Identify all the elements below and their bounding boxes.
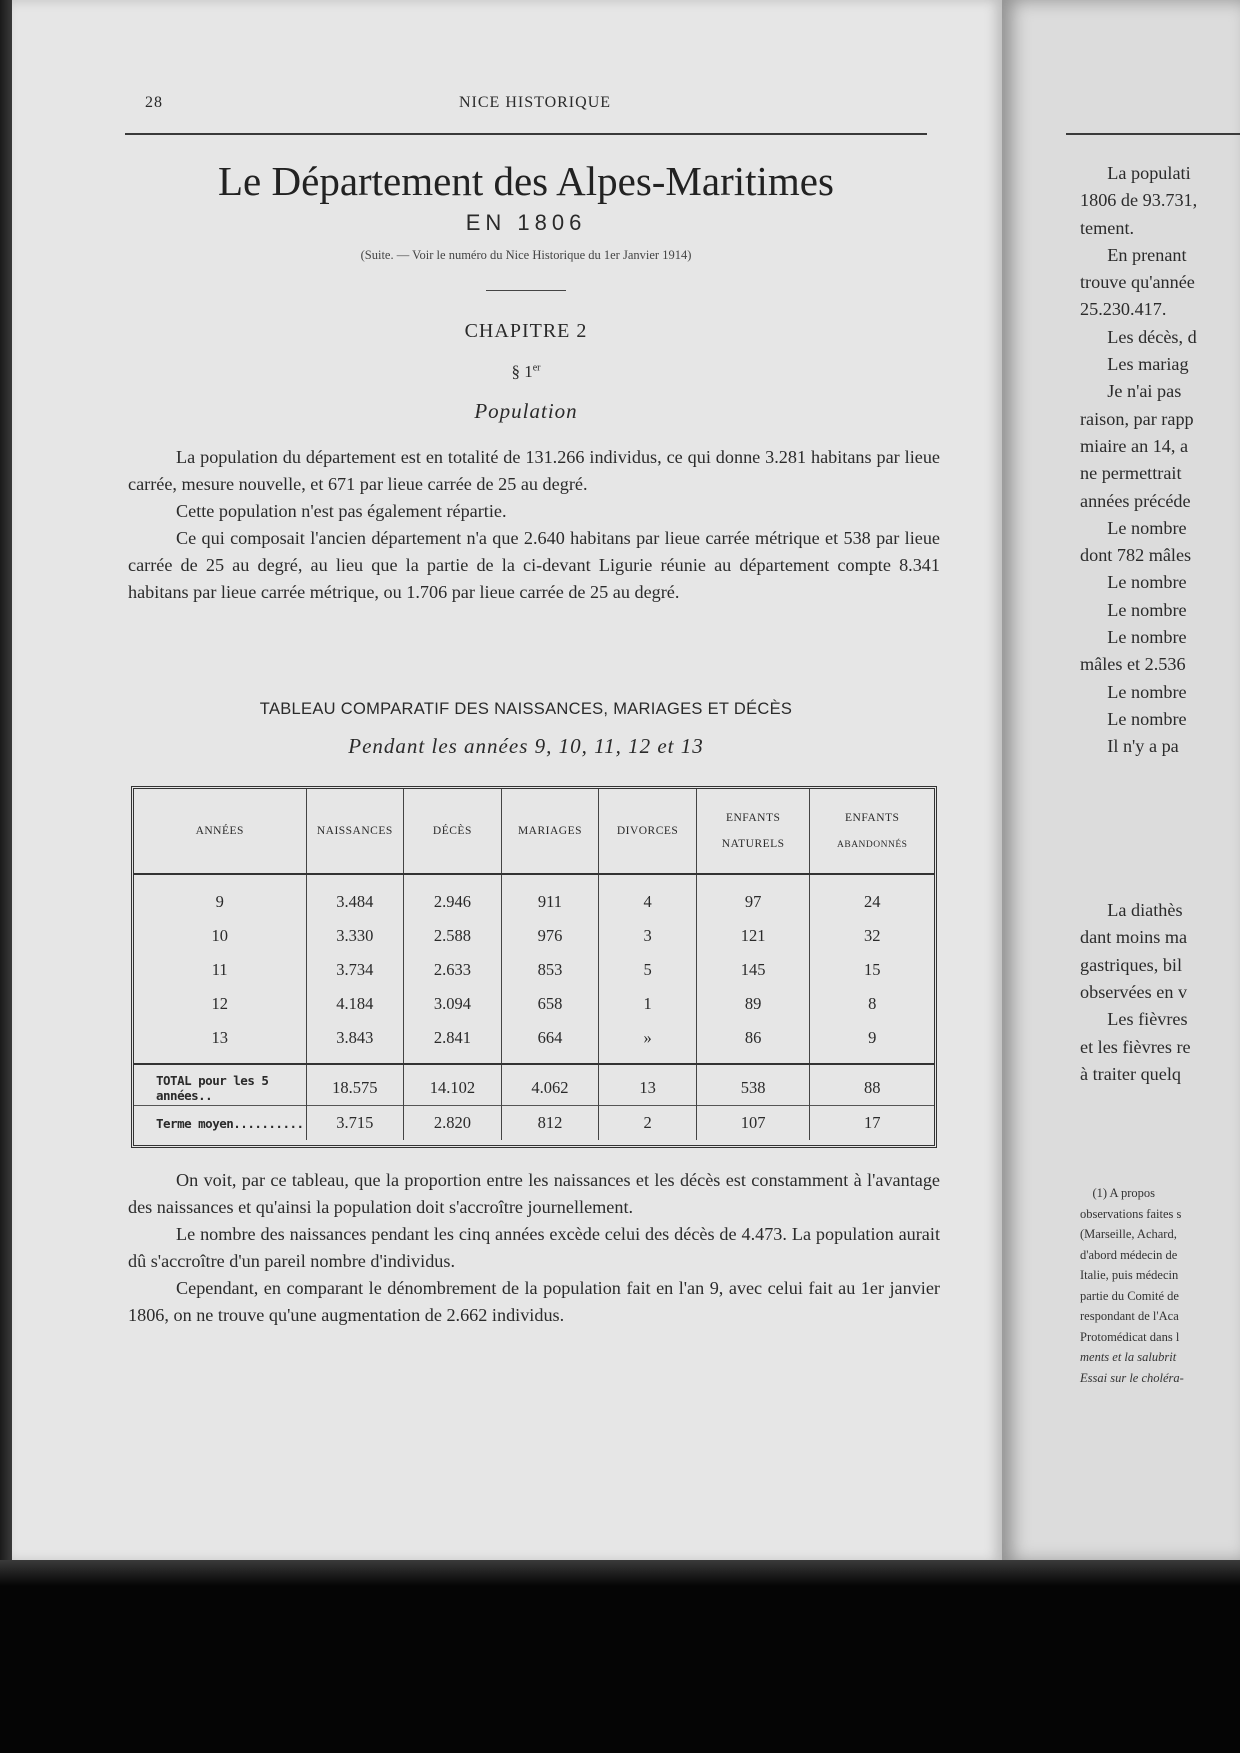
table-row (134, 1021, 934, 1064)
col-naissances: NAISSANCES (306, 789, 404, 874)
cell-annee: 10 (211, 926, 228, 945)
cell-naturels: 89 (696, 987, 810, 1021)
chapter-heading: CHAPITRE 2 (464, 320, 588, 342)
footnote-line: partie du Comité de (1080, 1288, 1179, 1303)
cell-abandonnes: 9 (810, 1021, 934, 1064)
cell-abandonnes: 24 (810, 874, 934, 919)
right-page-partial (1002, 0, 1240, 1562)
text-line (1080, 788, 1197, 815)
cell-divorces: 3 (599, 919, 697, 953)
cell-deces: 2.820 (404, 1106, 502, 1141)
total-label: TOTAL pour les 5 années.. (134, 1064, 306, 1106)
col-annees: ANNÉES (134, 789, 306, 874)
text-line: mâles et 2.536 (1080, 654, 1186, 675)
col-label: NATURELS (721, 838, 785, 850)
cell-naturels: 538 (696, 1064, 810, 1106)
footnote-line: (Marseille, Achard, (1080, 1227, 1177, 1241)
table-average-row (134, 1106, 934, 1141)
cell-divorces: 4 (599, 874, 697, 919)
paragraph: Cependant, en comparant le dénombrement de la population fait en l'an 9, avec celui fait au 1er janvier 1806, on ne trouve qu'une augmentation de 2.662 individus. (128, 1278, 940, 1325)
average-label: Terme moyen.......... (134, 1106, 306, 1141)
text-line: observées en v (1080, 981, 1188, 1002)
right-header-rule (1066, 133, 1240, 135)
text-line: 25.230.417. (1080, 299, 1167, 320)
article-title: Le Département des Alpes-Maritimes (218, 158, 834, 204)
cell-mariages: 664 (501, 1021, 599, 1064)
footnote-line: Italie, puis médecin (1080, 1268, 1179, 1282)
cell-deces: 2.633 (404, 953, 502, 987)
conclusion-text (128, 1167, 940, 1329)
page-number: 28 (145, 94, 163, 111)
cell-mariages: 812 (501, 1106, 599, 1141)
table-row (134, 953, 934, 987)
section-title: Population (474, 399, 578, 423)
cell-naissances: 4.184 (306, 987, 404, 1021)
footnote-line: d'abord médecin de (1080, 1247, 1178, 1262)
paragraph: Le nombre des naissances pendant les cinq années excède celui des décès de 4.473. La population aurait dû s'accroître d'un pareil nombre d'individus. (128, 1224, 940, 1271)
suite-note: (Suite. — Voir le numéro du Nice Historique du 1er Janvier 1914) (360, 248, 692, 262)
text-line: tement. (1080, 217, 1135, 238)
cell-naissances: 3.715 (306, 1106, 404, 1141)
footnote-line: respondant de l'Aca (1080, 1309, 1179, 1323)
col-enfants-naturels (696, 789, 810, 874)
cell-naturels: 121 (696, 919, 810, 953)
table-total-row (134, 1064, 934, 1106)
section-sign: § 1 (511, 362, 533, 381)
cell-deces: 3.094 (404, 987, 502, 1021)
col-divorces: DIVORCES (599, 789, 697, 874)
stats-table-frame (131, 786, 937, 1148)
col-enfants-abandonnes (810, 789, 934, 874)
paragraph: On voit, par ce tableau, que la proportion entre les naissances et les décès est constamment à l'avantage des naissances et qu'ainsi la population doit s'accroître journellement. (128, 1170, 940, 1217)
cell-divorces: » (599, 1021, 697, 1064)
right-page-footnotes (1080, 1183, 1184, 1388)
scan-bottom-band (0, 1560, 1240, 1753)
cell-mariages: 658 (501, 987, 599, 1021)
cell-divorces: 2 (599, 1106, 697, 1141)
cell-deces: 2.588 (404, 919, 502, 953)
left-page (12, 0, 1002, 1562)
text-line: Les décès, d (1080, 326, 1197, 347)
text-line: années précéde (1080, 490, 1191, 511)
cell-deces: 2.841 (404, 1021, 502, 1064)
text-line (1080, 761, 1197, 788)
text-line: Le nombre (1080, 681, 1187, 702)
cell-annee: 9 (215, 892, 224, 911)
paragraph: Cette population n'est pas également répartie. (176, 501, 507, 521)
cell-abandonnes: 8 (810, 987, 934, 1021)
right-page-lines (1080, 160, 1197, 1088)
cell-abandonnes: 32 (810, 919, 934, 953)
cell-mariages: 853 (501, 953, 599, 987)
text-line: La populati (1080, 163, 1191, 183)
cell-abandonnes: 17 (810, 1106, 934, 1141)
cell-mariages: 4.062 (501, 1064, 599, 1106)
text-line: miaire an 14, a (1080, 435, 1189, 456)
text-line: Il n'y a pa (1080, 736, 1179, 757)
stats-table (134, 789, 934, 1140)
table-title: TABLEAU COMPARATIF DES NAISSANCES, MARIAGES ET DÉCÈS (259, 700, 793, 718)
cell-naturels: 86 (696, 1021, 810, 1064)
text-line: Le nombre (1080, 708, 1187, 729)
cell-naissances: 3.484 (306, 874, 404, 919)
section-number (125, 362, 927, 382)
cell-naturels: 145 (696, 953, 810, 987)
paragraph: Ce qui composait l'ancien département n'a que 2.640 habitans par lieue carrée métrique et 538 par lieue carrée de 25 au degré, au lieu que la partie de la ci-devant Ligurie réunie au département compte 8.341 habitans par lieue carrée métrique, ou 1.706 par lieue carrée de 25 au degré. (128, 528, 940, 602)
footnote-line: Protomédicat dans l (1080, 1329, 1180, 1344)
text-line: Les fièvres (1080, 1009, 1188, 1030)
cell-divorces: 13 (599, 1064, 697, 1106)
cell-abandonnes: 88 (810, 1064, 934, 1106)
text-line: trouve qu'année (1080, 272, 1195, 293)
text-line: dant moins ma (1080, 927, 1188, 948)
text-line (1080, 815, 1197, 842)
text-line: et les fièvres re (1080, 1036, 1191, 1057)
col-label: ENFANTS (845, 811, 900, 824)
cell-mariages: 976 (501, 919, 599, 953)
footnote-line: (1) A propos (1080, 1186, 1155, 1200)
cell-abandonnes: 15 (810, 953, 934, 987)
text-line: En prenant (1080, 244, 1187, 265)
scanner-edge (0, 0, 12, 1560)
cell-deces: 2.946 (404, 874, 502, 919)
header-rule (125, 133, 927, 135)
text-line: Les mariag (1080, 354, 1189, 375)
cell-annee: 11 (211, 960, 228, 979)
cell-naissances: 3.734 (306, 953, 404, 987)
table-row (134, 919, 934, 953)
title-divider (486, 290, 566, 291)
page-header (145, 94, 925, 116)
cell-annee: 12 (211, 994, 228, 1013)
footnote-line: ments et la salubrit (1080, 1350, 1177, 1364)
table-row (134, 874, 934, 919)
cell-naissances: 3.843 (306, 1021, 404, 1064)
text-line: Le nombre (1080, 599, 1187, 620)
text-line: Le nombre (1080, 517, 1187, 538)
text-line: raison, par rapp (1080, 408, 1194, 429)
article-subtitle: EN 1806 (465, 210, 587, 235)
col-deces: DÉCÈS (404, 789, 502, 874)
table-header-row (134, 789, 934, 874)
table-row (134, 987, 934, 1021)
scan-edge-shadow (0, 1560, 1240, 1586)
text-line (1080, 842, 1197, 869)
col-mariages: MARIAGES (501, 789, 599, 874)
cell-annee: 13 (211, 1028, 228, 1047)
cell-naissances: 3.330 (306, 919, 404, 953)
table-subtitle: Pendant les années 9, 10, 11, 12 et 13 (348, 734, 704, 758)
text-line: 1806 de 93.731, (1080, 190, 1198, 211)
text-line: dont 782 mâles (1080, 545, 1192, 566)
text-line (1080, 870, 1197, 897)
cell-naturels: 97 (696, 874, 810, 919)
paragraph: La population du département est en totalité de 131.266 individus, ce qui donne 3.281 habitans par lieue carrée, mesure nouvelle, et 671 par lieue carrée de 25 au degré. (128, 447, 940, 494)
col-label: ABANDONNÉS (837, 839, 908, 850)
intro-text (128, 444, 940, 606)
text-line: gastriques, bil (1080, 954, 1183, 975)
cell-deces: 14.102 (404, 1064, 502, 1106)
footnote-line: observations faites s (1080, 1206, 1182, 1221)
col-label: ENFANTS (725, 812, 781, 824)
text-line: Le nombre (1080, 572, 1187, 593)
text-line: Le nombre (1080, 627, 1187, 648)
footnote-line: Essai sur le choléra- (1080, 1370, 1184, 1385)
running-title: NICE HISTORIQUE (458, 94, 612, 111)
text-line: Je n'ai pas (1080, 381, 1182, 402)
cell-divorces: 5 (599, 953, 697, 987)
cell-divorces: 1 (599, 987, 697, 1021)
cell-mariages: 911 (501, 874, 599, 919)
cell-naissances: 18.575 (306, 1064, 404, 1106)
cell-naturels: 107 (696, 1106, 810, 1141)
text-line: à traiter quelq (1080, 1063, 1181, 1084)
section-sup: er (532, 362, 541, 374)
text-line: La diathès (1080, 900, 1183, 921)
text-line: ne permettrait (1080, 463, 1182, 484)
